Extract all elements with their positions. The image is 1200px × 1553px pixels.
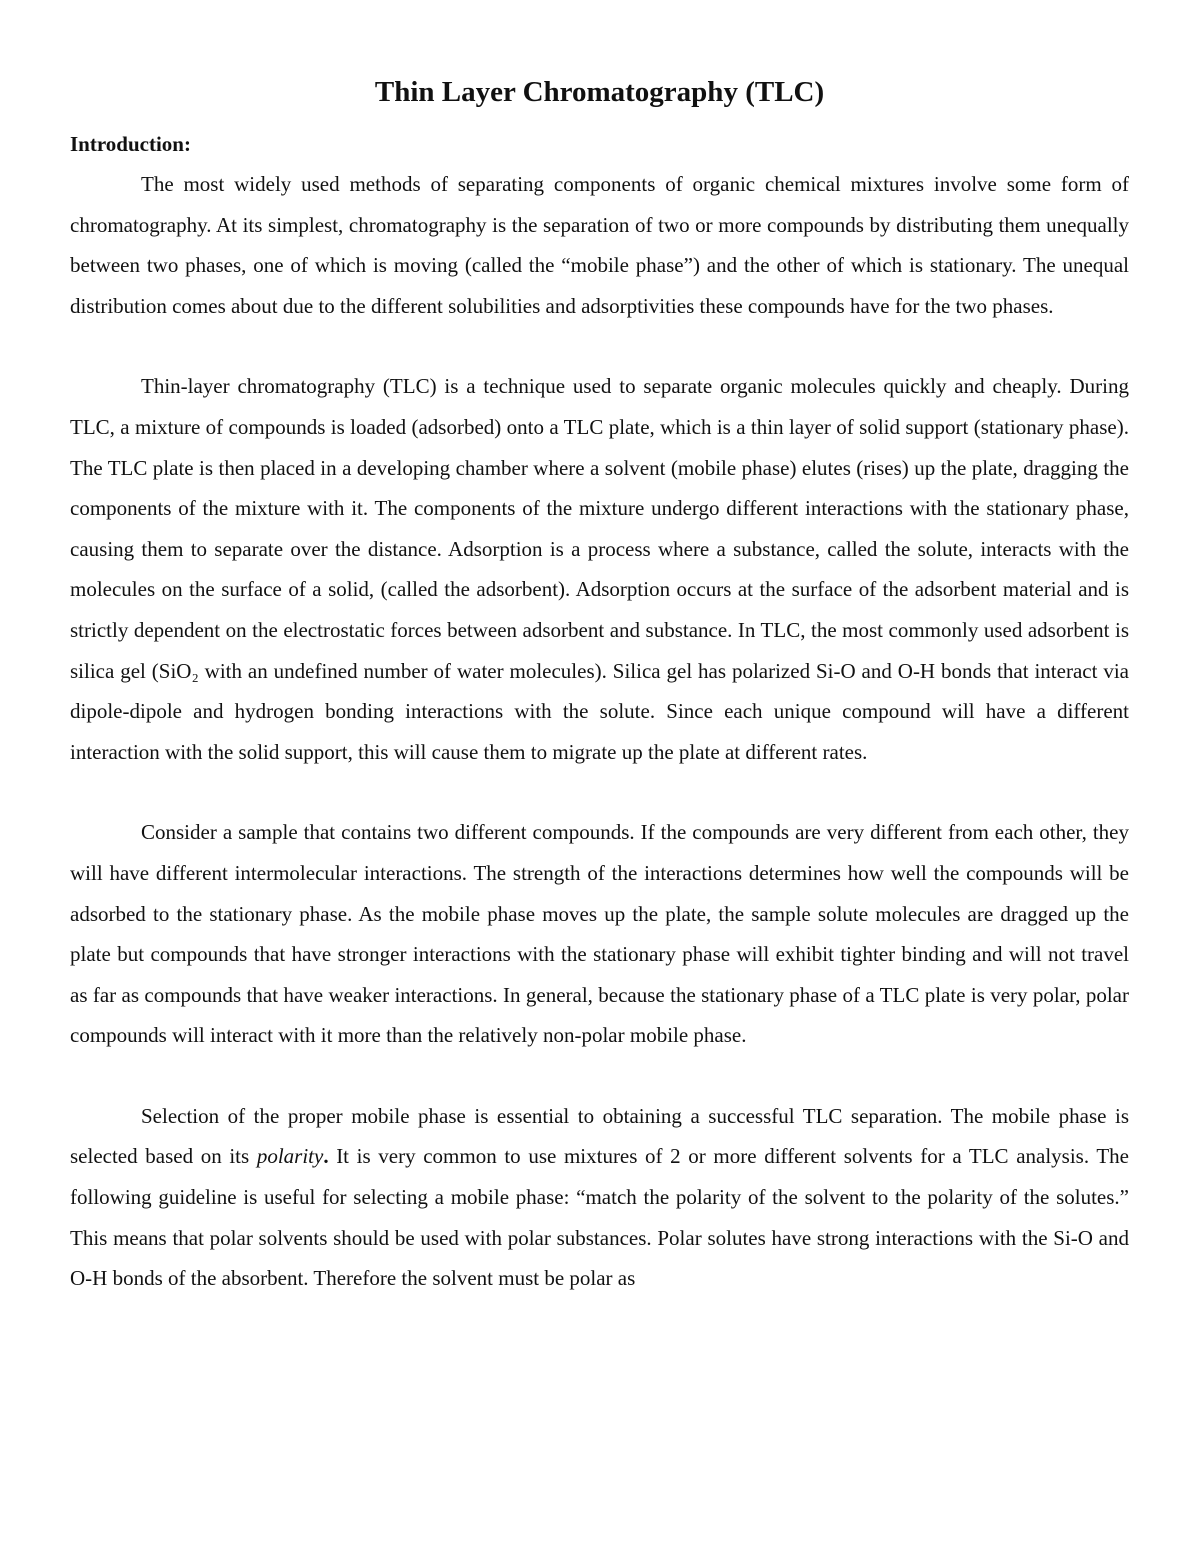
document-title: Thin Layer Chromatography (TLC)	[374, 76, 825, 108]
emphasis-polarity: polarity	[256, 1144, 324, 1169]
paragraph-two-compounds: Consider a sample that contains two different compounds. If the compounds are very different from each other, they will have different intermolecular interactions. The strength of the interactions determines how well the compounds will be adsorbed to the stationary phase. As the mobile phase moves up the plate, the sample solute molecules are dragged up the plate but compounds that have stronger interactions with the stationary phase will exhibit tighter binding and will not travel as far as compounds that have weaker interactions. In general, because the stationary phase of a TLC plate is very polar, polar compounds will interact with it more than the relatively non-polar mobile phase.	[70, 820, 1129, 1048]
paragraph-tlc-technique: Thin-layer chromatography (TLC) is a technique used to separate organic molecules quickly and cheaply. During TLC, a mixture of compounds is loaded (adsorbed) onto a TLC plate, which is a thin layer of solid support (stationary phase). The TLC plate is then placed in a developing chamber where a solvent (mobile phase) elutes (rises) up the plate, dragging the components of the mixture with it. The components of the mixture undergo different interactions with the stationary phase, causing them to separate over the distance. Adsorption is a process where a substance, called the solute, interacts with the molecules on the surface of a solid, (called the adsorbent). Adsorption occurs at the surface of the adsorbent material and is strictly dependent on the electrostatic forces between adsorbent and substance. In TLC, the most commonly used adsorbent is silica gel (SiO₂ with an undefined number of water molecules). Silica gel has polarized Si-O and O-H bonds that interact via dipole-dipole and hydrogen bonding interactions with the solute. Since each unique compound will have a different interaction with the solid support, this will cause them to migrate up the plate at different rates.	[70, 374, 1129, 764]
paragraph-mobile-phase-selection	[70, 1096, 1129, 1299]
paragraph-mobile-phase-text-end: It is very common to use mixtures of 2 or more different solvents for a TLC analysis. The following guideline is useful for selecting a mobile phase: “match the polarity of the solvent to the polarity of the solutes.” This means that polar solvents should be used with polar substances. Polar solutes have strong interactions with the Si-O and O-H bonds of the absorbent. Therefore the solvent must be polar as	[70, 1144, 1130, 1291]
section-heading-introduction: Introduction:	[70, 132, 191, 156]
emphasis-punctuation: .	[323, 1144, 329, 1169]
paragraph-chromatography-overview: The most widely used methods of separating components of organic chemical mixtures involve some form of chromatography. At its simplest, chromatography is the separation of two or more compounds by distributing them unequally between two phases, one of which is moving (called the “mobile phase”) and the other of which is stationary. The unequal distribution comes about due to the different solubilities and adsorptivities these compounds have for the two phases.	[70, 172, 1129, 318]
paragraph-mobile-phase-text-start: Selection of the proper mobile phase is essential to obtaining a successful TLC separation. The mobile phase is selected based on its	[70, 1103, 1129, 1169]
document-page	[70, 70, 1129, 1339]
